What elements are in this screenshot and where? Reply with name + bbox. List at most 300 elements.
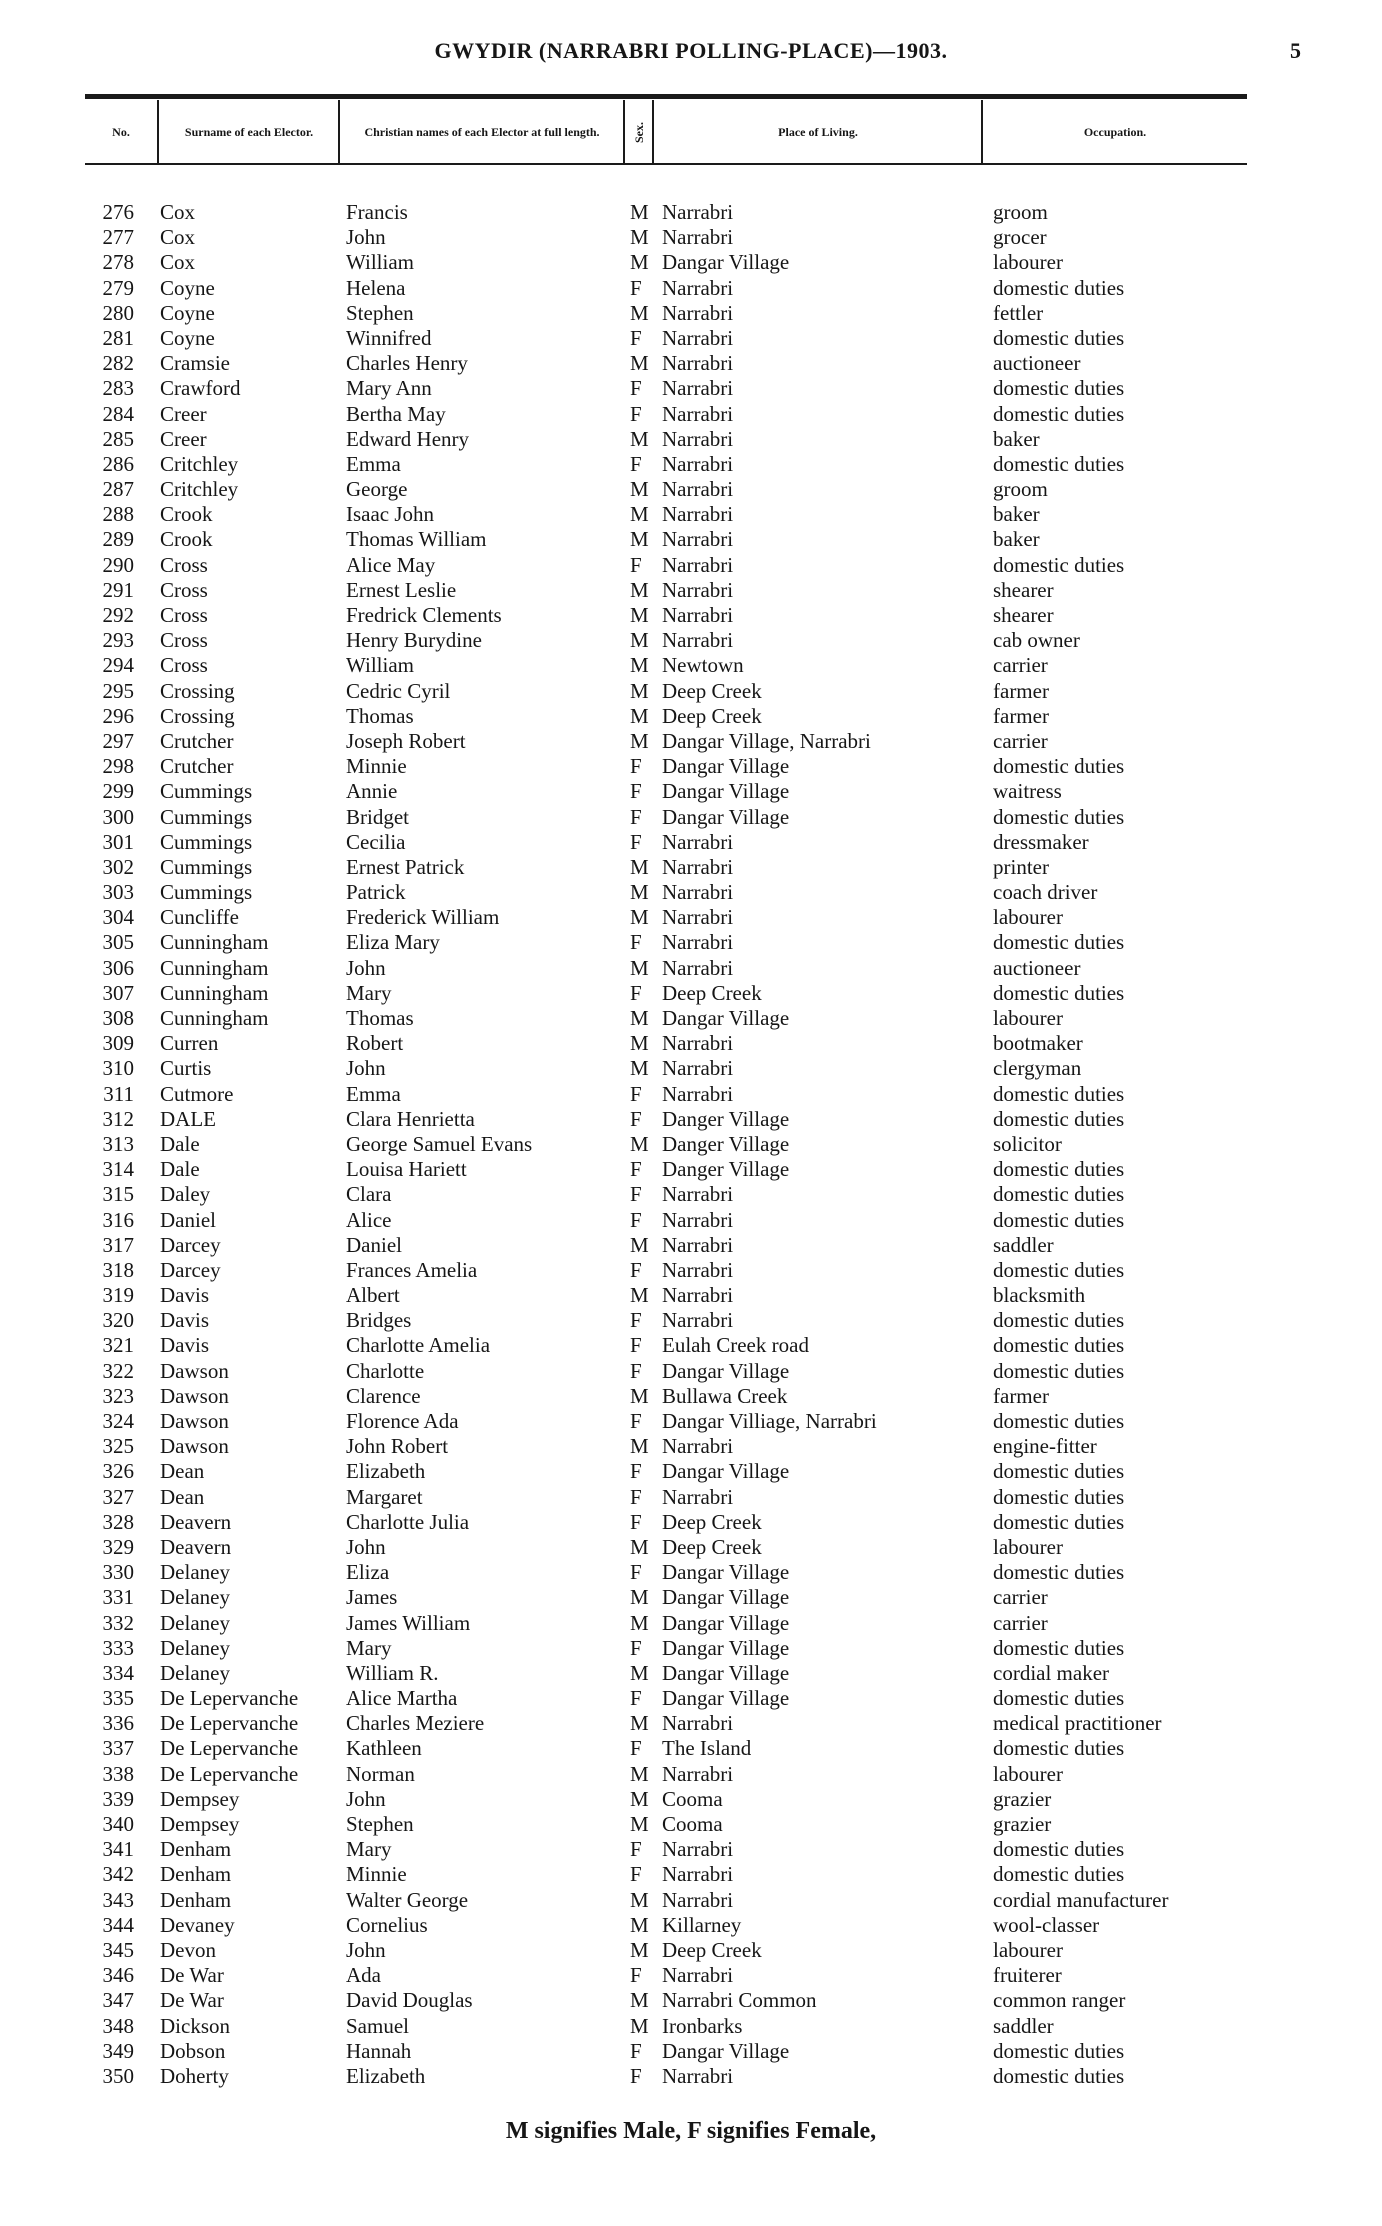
elector-christian-names: Mary Ann — [346, 376, 432, 401]
elector-occupation: waitress — [993, 779, 1062, 804]
elector-place-of-living: Narrabri — [662, 1862, 734, 1887]
elector-christian-names: Mary — [346, 1837, 392, 1862]
elector-occupation: domestic duties — [993, 1509, 1125, 1534]
elector-number: 276 — [102, 200, 134, 224]
elector-sex: M — [630, 1711, 649, 1736]
elector-sex: F — [630, 1635, 642, 1660]
elector-place-of-living: Dangar Village — [662, 1686, 790, 1711]
header-divider — [338, 100, 340, 163]
elector-surname: Delaney — [160, 1560, 230, 1585]
elector-number: 280 — [102, 300, 134, 325]
elector-surname: Curtis — [160, 1056, 212, 1081]
elector-surname: Cummings — [160, 804, 253, 829]
elector-christian-names: John — [346, 1056, 386, 1081]
elector-occupation: labourer — [993, 250, 1063, 275]
elector-number: 328 — [102, 1509, 134, 1534]
elector-place-of-living: Narrabri — [662, 1308, 734, 1333]
elector-christian-names: Thomas William — [346, 527, 487, 552]
elector-surname: Cunningham — [160, 1006, 269, 1030]
elector-christian-names: William — [346, 250, 414, 275]
elector-sex: F — [630, 1509, 642, 1534]
elector-row — [0, 1736, 1382, 1761]
elector-sex: M — [630, 1937, 649, 1962]
elector-place-of-living: Deep Creek — [662, 1509, 762, 1534]
elector-list — [0, 200, 1382, 2089]
elector-place-of-living: Narrabri — [662, 854, 734, 879]
elector-place-of-living: Danger Village — [662, 1131, 790, 1156]
elector-sex: M — [630, 1383, 649, 1408]
elector-place-of-living: Narrabri — [662, 577, 734, 602]
elector-occupation: saddler — [993, 2013, 1054, 2038]
elector-row — [0, 1132, 1382, 1157]
elector-surname: Cunningham — [160, 930, 269, 955]
elector-place-of-living: Deep Creek — [662, 1534, 762, 1559]
elector-row — [0, 1837, 1382, 1862]
elector-sex: M — [630, 728, 649, 753]
elector-place-of-living: Narrabri — [662, 200, 734, 224]
elector-surname: Devaney — [160, 1912, 235, 1937]
elector-surname: Davis — [160, 1283, 209, 1308]
elector-row — [0, 830, 1382, 855]
elector-christian-names: Hannah — [346, 2038, 412, 2063]
elector-number: 282 — [102, 351, 134, 376]
elector-number: 281 — [102, 325, 134, 350]
elector-surname: Cross — [160, 628, 208, 653]
elector-place-of-living: Dangar Village, Narrabri — [662, 728, 871, 753]
elector-surname: Crutcher — [160, 754, 234, 779]
elector-row — [0, 1913, 1382, 1938]
elector-number: 304 — [102, 905, 134, 930]
elector-row — [0, 502, 1382, 527]
elector-surname: Coyne — [160, 325, 215, 350]
header-surname: Surname of each Elector. — [184, 124, 314, 139]
elector-row — [0, 477, 1382, 502]
elector-occupation: domestic duties — [993, 1081, 1125, 1106]
elector-place-of-living: Dangar Village — [662, 804, 790, 829]
elector-number: 318 — [102, 1257, 134, 1282]
elector-christian-names: Clarence — [346, 1383, 421, 1408]
elector-sex: F — [630, 1862, 642, 1887]
elector-occupation: clergyman — [993, 1056, 1082, 1081]
elector-christian-names: Patrick — [346, 880, 406, 905]
elector-surname: Darcey — [160, 1232, 221, 1257]
elector-row — [0, 1988, 1382, 2013]
elector-row — [0, 905, 1382, 930]
elector-sex: M — [630, 1031, 649, 1056]
elector-place-of-living: Narrabri — [662, 1963, 734, 1988]
elector-surname: Curren — [160, 1031, 219, 1056]
elector-number: 315 — [102, 1182, 134, 1207]
elector-row — [0, 1787, 1382, 1812]
elector-occupation: domestic duties — [993, 1157, 1125, 1182]
elector-sex: M — [630, 1887, 649, 1912]
elector-occupation: dressmaker — [993, 829, 1089, 854]
page-number: 5 — [1290, 38, 1301, 63]
elector-sex: F — [630, 1736, 642, 1761]
elector-row — [0, 1963, 1382, 1988]
elector-surname: Coyne — [160, 275, 215, 300]
elector-number: 327 — [102, 1484, 134, 1509]
elector-christian-names: Winnifred — [346, 325, 432, 350]
elector-christian-names: William R. — [346, 1660, 439, 1685]
elector-row — [0, 805, 1382, 830]
elector-sex: M — [630, 1283, 649, 1308]
elector-surname: Cummings — [160, 829, 253, 854]
elector-surname: Cross — [160, 653, 208, 678]
elector-number: 335 — [102, 1686, 134, 1711]
elector-occupation: carrier — [993, 728, 1048, 753]
elector-row — [0, 1510, 1382, 1535]
elector-occupation: domestic duties — [993, 451, 1125, 476]
elector-row — [0, 1056, 1382, 1081]
elector-row — [0, 603, 1382, 628]
elector-surname: De Lepervanche — [160, 1711, 299, 1736]
elector-surname: Daley — [160, 1182, 211, 1207]
elector-surname: Cummings — [160, 854, 253, 879]
elector-sex: F — [630, 1963, 642, 1988]
elector-sex: F — [630, 1207, 642, 1232]
elector-place-of-living: Narrabri — [662, 351, 734, 376]
elector-number: 297 — [102, 728, 134, 753]
elector-row — [0, 880, 1382, 905]
elector-place-of-living: Narrabri — [662, 502, 734, 527]
elector-place-of-living: Narrabri — [662, 930, 734, 955]
elector-christian-names: Florence Ada — [346, 1409, 459, 1433]
elector-occupation: cab owner — [993, 628, 1080, 653]
elector-number: 296 — [102, 703, 134, 728]
elector-occupation: domestic duties — [993, 1257, 1125, 1282]
elector-row — [0, 1359, 1382, 1384]
elector-sex: M — [630, 955, 649, 980]
elector-sex: F — [630, 401, 642, 426]
elector-surname: De War — [160, 1963, 224, 1988]
elector-row — [0, 1157, 1382, 1182]
elector-surname: Dempsey — [160, 1812, 240, 1836]
elector-occupation: farmer — [993, 678, 1049, 703]
elector-sex: F — [630, 1686, 642, 1711]
elector-sex: F — [630, 1182, 642, 1207]
elector-occupation: domestic duties — [993, 401, 1125, 426]
header-christian-names: Christian names of each Elector at full length. — [364, 124, 600, 139]
elector-occupation: domestic duties — [993, 376, 1125, 401]
elector-surname: De Lepervanche — [160, 1736, 299, 1761]
elector-sex: F — [630, 1157, 642, 1182]
elector-number: 349 — [102, 2038, 134, 2063]
elector-row — [0, 402, 1382, 427]
elector-sex: M — [630, 1434, 649, 1459]
elector-place-of-living: Killarney — [662, 1912, 742, 1937]
elector-occupation: labourer — [993, 1937, 1063, 1962]
elector-occupation: domestic duties — [993, 754, 1125, 779]
elector-sex: F — [630, 2038, 642, 2063]
elector-sex: F — [630, 451, 642, 476]
elector-surname: Cummings — [160, 880, 253, 905]
elector-place-of-living: Dangar Village — [662, 779, 790, 804]
elector-occupation: domestic duties — [993, 1560, 1125, 1585]
elector-occupation: domestic duties — [993, 1207, 1125, 1232]
header-bottom-rule — [85, 163, 1247, 165]
elector-occupation: carrier — [993, 653, 1048, 678]
header-sex-cell — [626, 104, 652, 160]
elector-occupation: domestic duties — [993, 1686, 1125, 1711]
elector-sex: F — [630, 754, 642, 779]
elector-christian-names: Clara Henrietta — [346, 1106, 475, 1131]
elector-surname: Davis — [160, 1333, 209, 1358]
elector-surname: Daniel — [160, 1207, 216, 1232]
elector-occupation: solicitor — [993, 1131, 1062, 1156]
elector-place-of-living: Narrabri — [662, 300, 734, 325]
elector-christian-names: Frances Amelia — [346, 1257, 478, 1282]
elector-sex: F — [630, 804, 642, 829]
elector-surname: Deavern — [160, 1534, 232, 1559]
elector-place-of-living: Dangar Village — [662, 754, 790, 779]
elector-sex: M — [630, 502, 649, 527]
elector-number: 326 — [102, 1459, 134, 1484]
elector-number: 290 — [102, 552, 134, 577]
elector-surname: Cunningham — [160, 955, 269, 980]
elector-row — [0, 930, 1382, 955]
elector-christian-names: Isaac John — [346, 502, 435, 527]
elector-number: 278 — [102, 250, 134, 275]
elector-occupation: baker — [993, 502, 1040, 527]
elector-occupation: domestic duties — [993, 1837, 1125, 1862]
elector-surname: Devon — [160, 1937, 216, 1962]
elector-surname: Delaney — [160, 1585, 230, 1610]
elector-sex: M — [630, 880, 649, 905]
elector-occupation: saddler — [993, 1232, 1054, 1257]
elector-christian-names: Charlotte Amelia — [346, 1333, 491, 1358]
elector-number: 320 — [102, 1308, 134, 1333]
page-title: GWYDIR (NARRABRI POLLING-PLACE)—1903. — [434, 38, 948, 63]
elector-surname: Cramsie — [160, 351, 230, 376]
elector-row — [0, 1384, 1382, 1409]
elector-row — [0, 1182, 1382, 1207]
elector-sex: F — [630, 325, 642, 350]
elector-occupation: bootmaker — [993, 1031, 1083, 1056]
elector-sex: F — [630, 1837, 642, 1862]
elector-number: 346 — [102, 1963, 134, 1988]
elector-surname: Doherty — [160, 2063, 229, 2088]
elector-occupation: domestic duties — [993, 1736, 1125, 1761]
elector-occupation: cordial maker — [993, 1660, 1110, 1685]
elector-number: 287 — [102, 477, 134, 502]
elector-sex: F — [630, 1560, 642, 1585]
elector-number: 317 — [102, 1232, 134, 1257]
elector-sex: F — [630, 1459, 642, 1484]
elector-number: 312 — [102, 1106, 134, 1131]
elector-surname: Creer — [160, 426, 207, 451]
elector-row — [0, 200, 1382, 225]
header-divider — [652, 100, 654, 163]
elector-place-of-living: Danger Village — [662, 1157, 790, 1182]
elector-row — [0, 1107, 1382, 1132]
elector-occupation: carrier — [993, 1610, 1048, 1635]
elector-christian-names: Minnie — [346, 754, 407, 779]
elector-christian-names: Emma — [346, 451, 401, 476]
elector-sex: F — [630, 1358, 642, 1383]
elector-place-of-living: Cooma — [662, 1786, 723, 1811]
elector-number: 342 — [102, 1862, 134, 1887]
elector-sex: M — [630, 854, 649, 879]
elector-row — [0, 1611, 1382, 1636]
elector-row — [0, 1762, 1382, 1787]
elector-occupation: domestic duties — [993, 552, 1125, 577]
elector-christian-names: John — [346, 225, 386, 250]
elector-number: 329 — [102, 1534, 134, 1559]
elector-number: 300 — [102, 804, 134, 829]
elector-sex: M — [630, 1812, 649, 1836]
elector-christian-names: Bridges — [346, 1308, 412, 1333]
elector-number: 332 — [102, 1610, 134, 1635]
elector-number: 323 — [102, 1383, 134, 1408]
elector-sex: F — [630, 1257, 642, 1282]
elector-place-of-living: Narrabri — [662, 1711, 734, 1736]
elector-number: 286 — [102, 451, 134, 476]
elector-number: 293 — [102, 628, 134, 653]
elector-number: 310 — [102, 1056, 134, 1081]
elector-occupation: domestic duties — [993, 1106, 1125, 1131]
elector-number: 345 — [102, 1937, 134, 1962]
elector-place-of-living: Narrabri — [662, 1283, 734, 1308]
elector-place-of-living: Narrabri — [662, 325, 734, 350]
elector-occupation: domestic duties — [993, 1409, 1125, 1433]
elector-surname: Dale — [160, 1157, 200, 1182]
elector-number: 333 — [102, 1635, 134, 1660]
elector-place-of-living: Dangar Village — [662, 1560, 790, 1585]
elector-occupation: fruiterer — [993, 1963, 1062, 1988]
elector-row — [0, 628, 1382, 653]
elector-sex: M — [630, 1610, 649, 1635]
elector-sex: F — [630, 1484, 642, 1509]
elector-occupation: fettler — [993, 300, 1044, 325]
elector-row — [0, 452, 1382, 477]
elector-row — [0, 1686, 1382, 1711]
elector-surname: Dawson — [160, 1383, 229, 1408]
header-occupation: Occupation. — [1083, 124, 1147, 139]
elector-row — [0, 1585, 1382, 1610]
elector-row — [0, 1409, 1382, 1434]
elector-christian-names: Samuel — [346, 2013, 409, 2038]
elector-surname: Cross — [160, 577, 208, 602]
elector-sex: M — [630, 603, 649, 627]
elector-christian-names: Emma — [346, 1081, 401, 1106]
elector-number: 279 — [102, 275, 134, 300]
elector-number: 305 — [102, 930, 134, 955]
elector-number: 291 — [102, 577, 134, 602]
elector-place-of-living: Dangar Villiage, Narrabri — [662, 1409, 877, 1433]
elector-occupation: baker — [993, 527, 1040, 552]
elector-christian-names: Eliza Mary — [346, 930, 440, 955]
elector-christian-names: Norman — [346, 1761, 415, 1786]
elector-place-of-living: Ironbarks — [662, 2013, 743, 2038]
elector-row — [0, 1031, 1382, 1056]
elector-place-of-living: Narrabri — [662, 1257, 734, 1282]
elector-christian-names: Minnie — [346, 1862, 407, 1887]
elector-sex: F — [630, 1409, 642, 1433]
elector-row — [0, 250, 1382, 275]
elector-occupation: shearer — [993, 603, 1054, 627]
elector-row — [0, 855, 1382, 880]
elector-christian-names: Charles Meziere — [346, 1711, 485, 1736]
elector-sex: M — [630, 1585, 649, 1610]
elector-occupation: grazier — [993, 1812, 1052, 1836]
elector-surname: Creer — [160, 401, 207, 426]
elector-occupation: labourer — [993, 1534, 1063, 1559]
elector-christian-names: Ernest Patrick — [346, 854, 465, 879]
elector-surname: Crossing — [160, 703, 235, 728]
elector-row — [0, 1560, 1382, 1585]
elector-occupation: labourer — [993, 905, 1063, 930]
elector-surname: Dickson — [160, 2013, 230, 2038]
elector-row — [0, 376, 1382, 401]
elector-number: 325 — [102, 1434, 134, 1459]
elector-sex: F — [630, 1308, 642, 1333]
elector-number: 311 — [103, 1081, 134, 1106]
elector-occupation: domestic duties — [993, 1635, 1125, 1660]
elector-surname: Davis — [160, 1308, 209, 1333]
elector-row — [0, 956, 1382, 981]
elector-number: 343 — [102, 1887, 134, 1912]
elector-occupation: groom — [993, 477, 1048, 502]
elector-sex: M — [630, 1534, 649, 1559]
elector-sex: F — [630, 376, 642, 401]
elector-row — [0, 1308, 1382, 1333]
elector-number: 306 — [102, 955, 134, 980]
elector-place-of-living: Dangar Village — [662, 250, 790, 275]
elector-occupation: grazier — [993, 1786, 1052, 1811]
elector-surname: Dale — [160, 1131, 200, 1156]
elector-christian-names: Joseph Robert — [346, 728, 466, 753]
elector-row — [0, 1283, 1382, 1308]
elector-row — [0, 527, 1382, 552]
elector-occupation: baker — [993, 426, 1040, 451]
elector-surname: Dean — [160, 1459, 205, 1484]
elector-surname: Dean — [160, 1484, 205, 1509]
elector-sex: M — [630, 1761, 649, 1786]
elector-christian-names: Ernest Leslie — [346, 577, 457, 602]
elector-christian-names: Annie — [346, 779, 398, 804]
elector-sex: F — [630, 829, 642, 854]
elector-sex: M — [630, 1660, 649, 1685]
elector-number: 338 — [102, 1761, 134, 1786]
elector-sex: M — [630, 1131, 649, 1156]
elector-christian-names: John — [346, 1786, 386, 1811]
elector-christian-names: John — [346, 955, 386, 980]
elector-row — [0, 1711, 1382, 1736]
elector-occupation: domestic duties — [993, 2038, 1125, 2063]
elector-number: 285 — [102, 426, 134, 451]
elector-number: 331 — [102, 1585, 134, 1610]
elector-sex: M — [630, 1006, 649, 1030]
elector-christian-names: Mary — [346, 1635, 392, 1660]
elector-place-of-living: Narrabri — [662, 1887, 734, 1912]
elector-row — [0, 427, 1382, 452]
elector-row — [0, 1258, 1382, 1283]
elector-occupation: domestic duties — [993, 804, 1125, 829]
elector-number: 292 — [102, 603, 134, 627]
elector-number: 288 — [102, 502, 134, 527]
elector-row — [0, 1888, 1382, 1913]
elector-row — [0, 704, 1382, 729]
elector-occupation: domestic duties — [993, 1308, 1125, 1333]
elector-christian-names: Fredrick Clements — [346, 603, 502, 627]
elector-place-of-living: Narrabri — [662, 955, 734, 980]
elector-number: 347 — [102, 1988, 134, 2013]
elector-occupation: domestic duties — [993, 980, 1125, 1005]
elector-occupation: engine-fitter — [993, 1434, 1097, 1459]
elector-surname: Denham — [160, 1837, 232, 1862]
elector-row — [0, 301, 1382, 326]
